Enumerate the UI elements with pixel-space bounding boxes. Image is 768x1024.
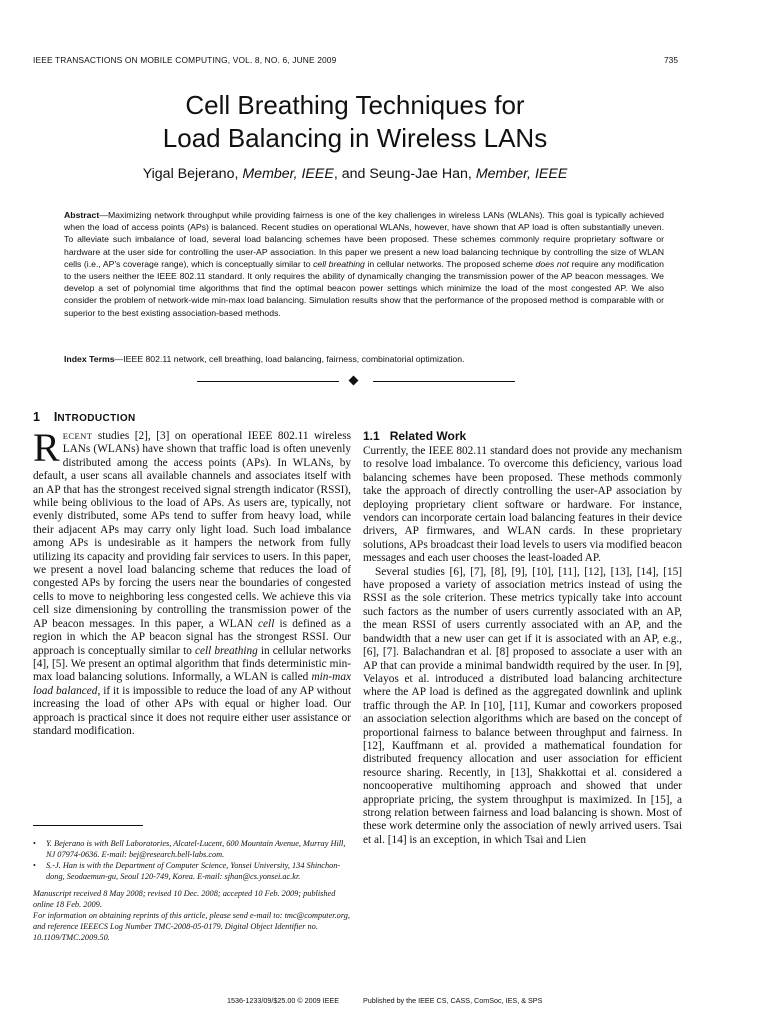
author-1: Yigal Bejerano: [142, 166, 235, 182]
intro-text: studies [2], [3] on operational IEEE 802.11 wireless LANs (WLANs) have shown that traffic load is often unevenly distributed among the access points (APs). In WLANs, by default, a user scans all available channels and associates itself with an AP that has the strongest received signal strength indicator (RSSI), while being oblivious to the load of APs. As users are, typically, not evenly distributed, some APs tend to suffer from heavy load, while their adjacent APs may carry only light load. Such load imbalance among APs is undesirable as it hampers the network from fully utilizing its capacity and providing fair services to users. In this paper, we present a novel load balancing scheme that reduces the load of congested APs by forcing the users near the boundaries of congested cells to move to neighboring less congested cells. We achieve this via cell size dimensioning by controlling the transmission power of the AP beacon messages. In this paper, a WLAN: [33, 430, 351, 630]
section-title-rest: NTRODUCTION: [57, 413, 136, 424]
author-separator: ,: [467, 166, 476, 182]
intro-emphasis: cell: [258, 617, 275, 630]
author-separator: ,: [234, 166, 243, 182]
abstract-emphasis: does not: [535, 258, 569, 269]
reprint-information: For information on obtaining reprints of this article, please send e-mail to: tmc@computer.org, and reference IEEECS Log Number TMC-2008-05-0179. Digital Object Identifier no. 10.1109/TMC.2009.50.: [33, 911, 350, 942]
subsection-number: 1.1: [363, 429, 380, 443]
index-terms: [64, 353, 664, 365]
footnotes: [33, 838, 351, 943]
title-line-1: Cell Breathing Techniques for: [185, 90, 525, 120]
introduction-paragraph: [33, 425, 352, 738]
index-terms-label: Index Terms: [64, 354, 115, 364]
divider-diamond-icon: [349, 376, 359, 386]
related-work-body: [363, 445, 682, 847]
related-work-paragraph: Several studies [6], [7], [8], [9], [10], [11], [12], [13], [14], [15] have proposed a variety of association metrics instead of using the RSSI as the sole criterion. These metrics typically take into account such factors as the number of users currently associated with an AP, the mean RSSI of users currently associated with an AP, and the bandwidth that a new user can get if it is associated with an AP, e.g., [6], [7]. Balachandran et al. [8] proposed to associate a user with an AP that can provide a minimal bandwidth required by the user. In [9], Velayos et al. introduced a distributed load balancing architecture where the AP load is defined as the aggregated downlink and uplink traffic through the AP. In [10], [11], Kumar and coworkers proposed an association selection algorithms which are based on the concept of proportional fairness to balance between throughput and fairness. In [12], Kauffmann et al. provided a mathematical foundation for distributed frequency allocation and user association for efficient resource sharing. Recently, in [13], Shakkottai et al. considered a noncooperative multihoming approach and showed that under appropriate pricing, the system throughput is maximized. In [15], a strong relation between fairness and load balancing is shown. Most of these work determine only the association of newly arrived users. Tsai et al. [14] is an exception, in which Tsai and Lien: [363, 565, 682, 846]
intro-text: is defined as a region in which the AP beacon signal has the strongest RSSI. Our approach is conceptually similar to: [33, 617, 351, 657]
related-work-paragraph: Currently, the IEEE 802.11 standard does not provide any mechanism to resolve load imbalance. To overcome this deficiency, various load balancing schemes have been proposed. These methods commonly take the approach of directly controlling the user-AP association by deploying proprietary client software or hardware. For instance, vendors can incorporate certain load balancing features in their device drivers, AP firmwares, and WLAN cards. In these proprietary solutions, APs broadcast their load levels to users via modified beacon messages and each user chooses the least-loaded AP.: [363, 445, 682, 565]
introduction-body: [33, 425, 352, 738]
subsection-title: Related Work: [389, 429, 467, 443]
section-divider: [197, 374, 515, 390]
divider-rule-left: [197, 381, 339, 382]
section-heading-introduction: [33, 410, 136, 424]
intro-emphasis: min-max load balanced: [33, 671, 351, 697]
author-line: [0, 166, 710, 182]
index-terms-text: —IEEE 802.11 network, cell breathing, load balancing, fairness, combinatorial optimization.: [114, 354, 465, 364]
abstract-text: in cellular networks. The proposed scheme: [364, 258, 536, 269]
subsection-heading-related-work: [363, 429, 466, 443]
abstract-text: —Maximizing network throughput while providing fairness is one of the key challenges in wireless LANs (WLANs). This goal is typically achieved when the load of access points (APs) is balanced. Recent studies on operational WLANs, however, have shown that AP load is often substantially uneven. To alleviate such imbalance of load, several load balancing schemes have been proposed. These schemes commonly require proprietary software or hardware at the user side for controlling the user-AP association. In this paper we present a new load balancing technique by controlling the size of WLAN cells (i.e., AP's coverage range), which is conceptually similar to: [64, 210, 664, 269]
footnote-text: Y. Bejerano is with Bell Laboratories, Alcatel-Lucent, 600 Mountain Avenue, Murray Hill, NJ 07974-0636. E-mail: bej@research.bell-labs.com.: [46, 839, 346, 859]
copyright-line: 1536-1233/09/$25.00 © 2009 IEEE: [227, 996, 339, 1005]
author-1-membership: Member, IEEE: [242, 166, 334, 182]
author-2: Seung-Jae Han: [369, 166, 468, 182]
intro-text: , if it is impossible to reduce the load of any AP without increasing the load of other APs with equal or higher load. Our approach is practical since it does not require either user assistance or standard modification.: [33, 684, 351, 737]
section-title-initial: I: [53, 410, 58, 424]
footnote-author-2: [33, 860, 351, 882]
running-head: IEEE TRANSACTIONS ON MOBILE COMPUTING, VOL. 8, NO. 6, JUNE 2009: [33, 55, 337, 65]
section-number: 1: [33, 410, 40, 424]
author-conjunction: , and: [333, 166, 370, 182]
author-2-membership: Member, IEEE: [475, 166, 568, 182]
bullet-icon: •: [33, 861, 36, 870]
abstract-label: Abstract: [64, 210, 100, 220]
page-number: 735: [664, 55, 678, 65]
abstract-text: require any modification to the users neither the IEEE 802.11 standard. It only requires the ability of dynamically changing the transmission power of the AP beacon messages. We develop a set of polynomial time algorithms that find the optimal beacon power settings which minimize the load of the most congested AP. We also consider the problem of network-wide min-max load balancing. Simulation results show that the performance of the proposed method is comparable with or superior to the best existing association-based methods.: [64, 258, 664, 318]
footnote-rule: [33, 825, 143, 826]
paper-title: [0, 89, 710, 155]
bullet-icon: •: [33, 839, 36, 848]
divider-rule-right: [373, 381, 515, 382]
footnote-author-1: [33, 838, 351, 860]
publisher-line: Published by the IEEE CS, CASS, ComSoc, IES, & SPS: [363, 996, 543, 1005]
intro-text: in cellular networks [4], [5]. We present an optimal algorithm that finds deterministic min-max load balancing solutions. Informally, a WLAN is called: [33, 644, 352, 684]
abstract-emphasis: cell breathing: [313, 258, 365, 269]
abstract: [64, 209, 664, 319]
manuscript-history: Manuscript received 8 May 2008; revised 10 Dec. 2008; accepted 10 Feb. 2009; published online 18 Feb. 2009.: [33, 889, 336, 909]
intro-smallcaps: ECENT: [62, 431, 93, 441]
intro-emphasis: cell breathing: [194, 644, 258, 657]
title-line-2: Load Balancing in Wireless LANs: [162, 123, 548, 153]
footnote-text: S.-J. Han is with the Department of Computer Science, Yonsei University, 134 Shinchon-dong, Seodaemun-gu, Seoul 120-749, Korea. E-mail: sjhan@cs.yonsei.ac.kr.: [46, 861, 341, 881]
drop-cap: R: [33, 425, 60, 470]
